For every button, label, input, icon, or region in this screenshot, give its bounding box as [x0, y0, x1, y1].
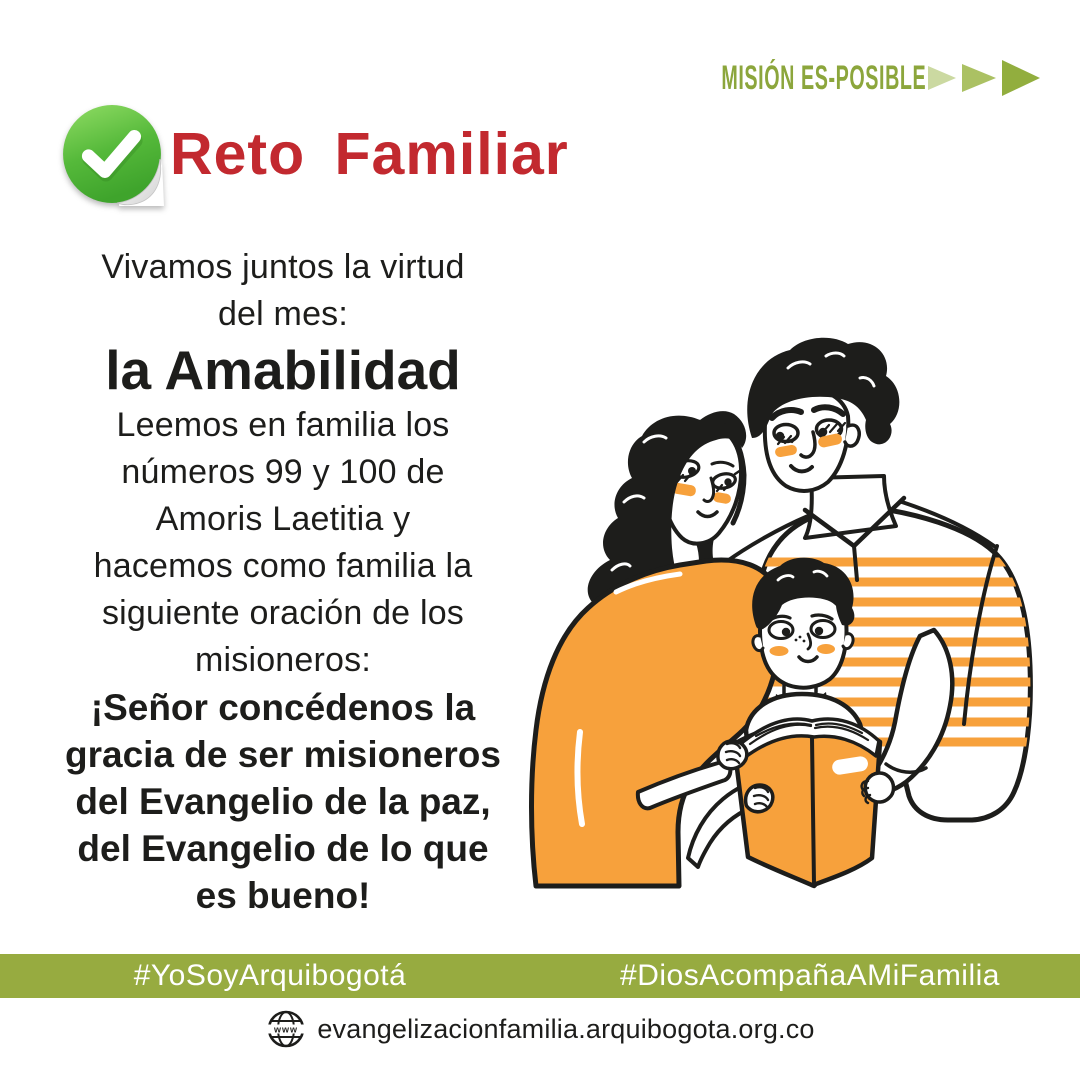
prayer-line: ¡Señor concédenos la — [90, 687, 476, 728]
green-check-sticker-icon — [60, 102, 164, 206]
page-title: Reto Familiar — [170, 121, 569, 187]
www-globe-icon — [265, 1008, 307, 1050]
virtue-title: la Amabilidad — [105, 339, 461, 401]
family-reading-illustration — [520, 330, 1080, 890]
footer-url: evangelizacionfamilia.arquibogota.org.co — [317, 1013, 815, 1044]
footer — [0, 1008, 1080, 1050]
hashtag-bar — [0, 954, 1080, 998]
detail-line: misioneros: — [194, 641, 372, 679]
detail-line: Leemos en familia los — [116, 406, 450, 444]
mission-label: MISIÓN ES-POSIBLE — [721, 58, 926, 97]
prayer-line: del Evangelio de la paz, — [75, 781, 491, 822]
prayer-line: gracia de ser misioneros — [65, 734, 501, 775]
mission-banner — [573, 56, 1046, 100]
globe-www-label: www — [274, 1024, 299, 1035]
body-text — [43, 244, 523, 919]
intro-line: Vivamos juntos la virtud — [101, 248, 465, 286]
detail-line: hacemos como familia la — [93, 547, 473, 585]
header — [60, 102, 569, 206]
detail-line: Amoris Laetitia y — [155, 500, 411, 538]
hashtag-right: #DiosAcompañaAMiFamilia — [620, 959, 1000, 992]
intro-line: del mes: — [217, 295, 349, 333]
prayer-line: del Evangelio de lo que — [77, 828, 489, 869]
detail-line: números 99 y 100 de — [121, 453, 445, 491]
triple-arrow-icon — [928, 56, 1046, 100]
hashtag-left: #YoSoyArquibogotá — [133, 959, 407, 992]
detail-line: siguiente oración de los — [101, 594, 465, 632]
prayer-line: es bueno! — [195, 875, 371, 916]
